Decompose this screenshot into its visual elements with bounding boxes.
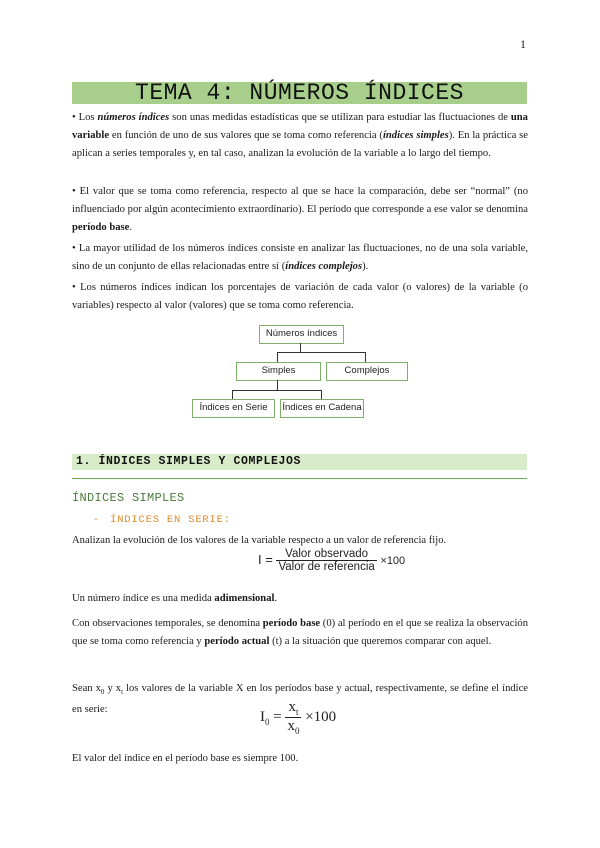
intro-paragraph-2 <box>72 183 528 237</box>
formula-multiplier: ×100 <box>380 554 406 567</box>
text-run: Sean x <box>72 683 101 694</box>
text-run: Con observaciones temporales, se denomina <box>72 618 263 629</box>
title-banner <box>72 82 527 104</box>
text-run: • La mayor utilidad de los números índices consiste en analizar las fluctuaciones, no de una sola variable, sino de un conjunto de ellas relacionadas entre sí ( <box>72 243 528 272</box>
emphasized-text: período base <box>72 222 130 233</box>
list-dash: - <box>93 514 101 526</box>
text-run: El valor del índice en el período base es siempre 100. <box>72 753 299 764</box>
text-run: son unas medidas estadísticas que se utilizan para estudiar las fluctuaciones de <box>169 112 511 123</box>
text-run: • Los <box>72 112 98 123</box>
formula-multiplier: ×100 <box>305 708 337 725</box>
intro-paragraph-3 <box>72 240 528 276</box>
subsection-heading: ÍNDICES SIMPLES <box>72 491 185 505</box>
emphasized-text: números índices <box>97 112 170 123</box>
diagram-connector <box>365 352 366 362</box>
formula-denominator: Valor de referencia <box>278 561 375 573</box>
text-run: ). <box>362 261 369 272</box>
text-run: (0) al período en el que se realiza la observación que se toma como referencia y <box>72 618 528 647</box>
text-run: Un número índice es una medida <box>72 593 215 604</box>
diagram-serie-box: Índices en Serie <box>192 399 275 418</box>
intro-paragraph-4 <box>72 279 528 315</box>
subsubsection-heading <box>93 514 231 526</box>
emphasized-text: índices complejos <box>285 261 363 272</box>
body-paragraph-2 <box>72 590 528 608</box>
text-run: los valores de la variable X en los períodos base y actual, respectivamente, se define el índice en serie: <box>72 683 529 716</box>
diagram-simples-box: Simples <box>236 362 321 381</box>
formula-numerator: Valor observado <box>276 548 376 561</box>
text-run: t <box>121 688 124 697</box>
formula-denominator: $x_0$ <box>287 718 300 736</box>
section-heading: 1. ÍNDICES SIMPLES Y COMPLEJOS <box>76 455 302 468</box>
diagram-connector <box>321 390 322 399</box>
text-run: • El valor que se toma como referencia, respecto al que se hace la comparación, debe ser “normal” (no influenciado por algún acontecimiento extraordinario). El período que corresponde a ese valor se denomina <box>72 186 528 215</box>
body-paragraph-5 <box>72 750 528 768</box>
diagram-connector <box>232 390 322 391</box>
section-banner <box>72 454 527 470</box>
text-run: ). En la práctica se aplican a series temporales y, en tal caso, analizan la evolución de la variable a lo largo del tiempo. <box>72 130 528 159</box>
diagram-cadena-box: Índices en Cadena <box>280 399 364 418</box>
formula-fraction <box>285 699 301 736</box>
intro-paragraph-1 <box>72 109 528 163</box>
emphasized-text: una variable <box>72 112 528 141</box>
text-run: 0 <box>100 688 105 697</box>
subsubsection-label: ÍNDICES EN SERIE: <box>110 514 231 526</box>
emphasized-text: adimensional <box>214 593 275 604</box>
diagram-connector <box>277 352 278 362</box>
formula-lhs: I = <box>258 551 273 567</box>
formula-series-index <box>260 699 336 736</box>
formula-index-definition <box>258 548 405 573</box>
emphasized-text: índices simples <box>382 130 449 141</box>
text-run: • Los números índices indican los porcentajes de variación de cada valor (o valores) de la variable (o variables) respecto al valor (valores) que se toma como referencia. <box>72 282 528 311</box>
diagram-connector <box>300 343 301 352</box>
text-run: y x <box>104 683 122 694</box>
text-run: . <box>129 222 133 233</box>
formula-fraction <box>276 548 376 573</box>
emphasized-text: período actual <box>204 636 270 647</box>
diagram-complejos-box: Complejos <box>326 362 408 381</box>
text-run: . <box>274 593 278 604</box>
formula-lhs: $I_0$ = <box>260 708 286 727</box>
text-run: en función de uno de sus valores que se toma como referencia ( <box>109 130 383 141</box>
text-run: Analizan la evolución de los valores de la variable respecto a un valor de referencia fijo. <box>72 535 447 546</box>
diagram-root-box: Números índices <box>259 325 344 344</box>
diagram-connector <box>277 380 278 390</box>
page-title: TEMA 4: NÚMEROS ÍNDICES <box>135 80 464 106</box>
diagram-connector <box>232 390 233 399</box>
page-number: 1 <box>520 37 526 51</box>
diagram-connector <box>277 352 365 353</box>
body-paragraph-3 <box>72 615 528 651</box>
text-run: (t) a la situación que queremos comparar con aquel. <box>269 636 492 647</box>
section-divider <box>72 478 527 479</box>
formula-numerator: $x_t$ <box>285 699 301 718</box>
emphasized-text: período base <box>262 618 321 629</box>
